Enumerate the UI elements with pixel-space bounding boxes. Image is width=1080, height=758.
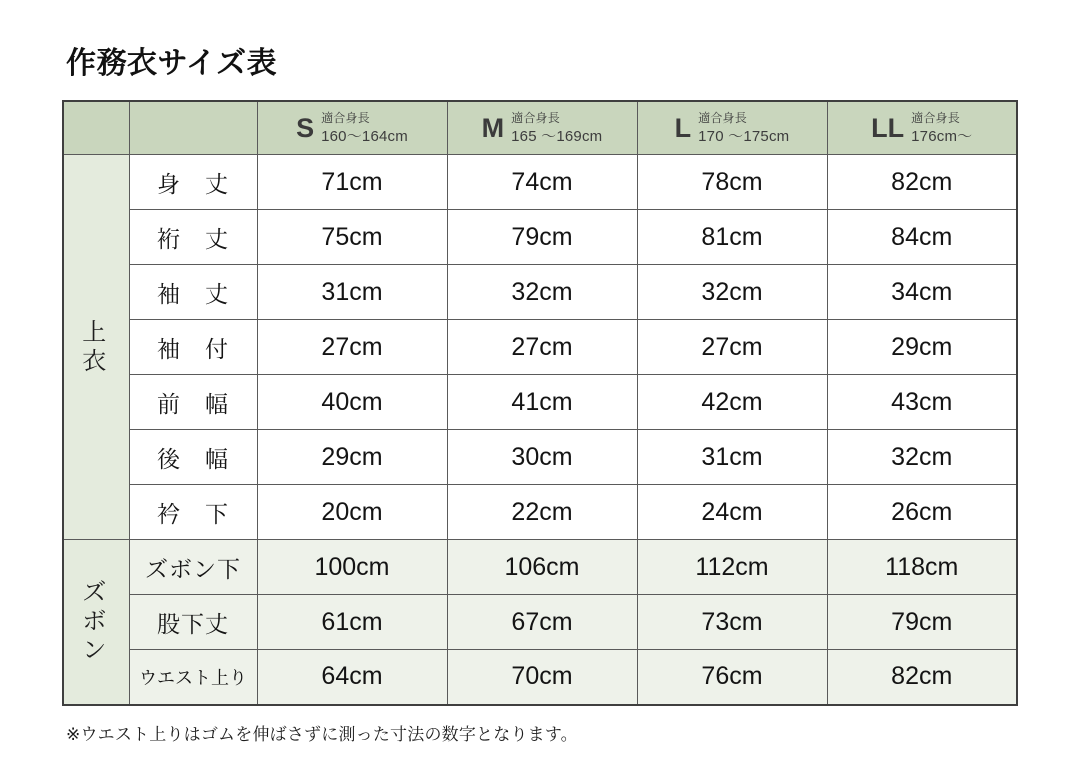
table-body: [63, 155, 1017, 705]
header-blank-item: [129, 101, 257, 155]
fit-range-s: 160〜164cm: [321, 128, 408, 145]
cell-value: 79cm: [827, 595, 1017, 650]
cell-value: 76cm: [637, 650, 827, 705]
cell-value: 82cm: [827, 155, 1017, 210]
size-label-s: S: [296, 112, 315, 143]
fit-range-l: 170 〜175cm: [698, 128, 790, 145]
fit-label-s: 適合身長: [321, 111, 370, 126]
group-label-line: ン: [82, 637, 111, 665]
fit-range-ll: 176cm〜: [911, 128, 973, 145]
cell-value: 32cm: [637, 265, 827, 320]
cell-value: 29cm: [827, 320, 1017, 375]
cell-value: 24cm: [637, 485, 827, 540]
table-row: [63, 320, 1017, 375]
group-label-jacket: [63, 155, 129, 540]
row-item-label: 袖 丈: [129, 265, 257, 320]
size-table: [62, 100, 1018, 706]
group-label-line: ズ: [82, 578, 111, 606]
row-item-label: 股下丈: [129, 595, 257, 650]
cell-value: 31cm: [637, 430, 827, 485]
fit-height-ll: [911, 109, 972, 147]
cell-value: 78cm: [637, 155, 827, 210]
cell-value: 61cm: [257, 595, 447, 650]
table-row: [63, 650, 1017, 705]
cell-value: 118cm: [827, 540, 1017, 595]
cell-value: 27cm: [637, 320, 827, 375]
fit-height-l: [698, 109, 789, 147]
size-label-ll: LL: [871, 112, 905, 143]
header-size-m: [447, 101, 637, 155]
header-size-s: [257, 101, 447, 155]
table-row: [63, 540, 1017, 595]
cell-value: 84cm: [827, 210, 1017, 265]
group-label-pants: [63, 540, 129, 705]
table-row: [63, 595, 1017, 650]
cell-value: 26cm: [827, 485, 1017, 540]
table-row: [63, 430, 1017, 485]
cell-value: 20cm: [257, 485, 447, 540]
cell-value: 40cm: [257, 375, 447, 430]
header-size-l: [637, 101, 827, 155]
group-label-line: 衣: [82, 348, 111, 375]
cell-value: 30cm: [447, 430, 637, 485]
cell-value: 43cm: [827, 375, 1017, 430]
cell-value: 27cm: [447, 320, 637, 375]
row-item-label: 袖 付: [129, 320, 257, 375]
cell-value: 27cm: [257, 320, 447, 375]
fit-range-m: 165 〜169cm: [511, 128, 603, 145]
row-item-label: 裄 丈: [129, 210, 257, 265]
fit-label-l: 適合身長: [698, 111, 747, 126]
fit-label-m: 適合身長: [511, 111, 560, 126]
header-blank-group: [63, 101, 129, 155]
table-row: [63, 375, 1017, 430]
row-item-label: 後 幅: [129, 430, 257, 485]
page-title: 作務衣サイズ表: [66, 47, 278, 80]
table-row: [63, 210, 1017, 265]
cell-value: 70cm: [447, 650, 637, 705]
group-label-line: 上: [82, 318, 111, 346]
cell-value: 74cm: [447, 155, 637, 210]
cell-value: 67cm: [447, 595, 637, 650]
table-row: [63, 155, 1017, 210]
cell-value: 64cm: [257, 650, 447, 705]
table-row: [63, 485, 1017, 540]
cell-value: 71cm: [257, 155, 447, 210]
size-label-l: L: [674, 112, 692, 143]
row-item-label: 前 幅: [129, 375, 257, 430]
size-label-m: M: [481, 112, 505, 143]
row-item-label: 身 丈: [129, 155, 257, 210]
cell-value: 106cm: [447, 540, 637, 595]
cell-value: 29cm: [257, 430, 447, 485]
fit-height-m: [511, 109, 602, 147]
row-item-label: 衿 下: [129, 485, 257, 540]
cell-value: 75cm: [257, 210, 447, 265]
cell-value: 100cm: [257, 540, 447, 595]
cell-value: 32cm: [447, 265, 637, 320]
row-item-label: ウエスト上り: [129, 650, 257, 705]
cell-value: 42cm: [637, 375, 827, 430]
cell-value: 82cm: [827, 650, 1017, 705]
header-row: [63, 101, 1017, 155]
fit-height-s: [321, 109, 408, 147]
cell-value: 32cm: [827, 430, 1017, 485]
cell-value: 73cm: [637, 595, 827, 650]
cell-value: 112cm: [637, 540, 827, 595]
footnote: ※ウエスト上りはゴムを伸ばさずに測った寸法の数字となります。: [66, 724, 578, 744]
header-size-ll: [827, 101, 1017, 155]
row-item-label: ズボン下: [129, 540, 257, 595]
table-header: [63, 101, 1017, 155]
cell-value: 41cm: [447, 375, 637, 430]
cell-value: 81cm: [637, 210, 827, 265]
cell-value: 34cm: [827, 265, 1017, 320]
cell-value: 22cm: [447, 485, 637, 540]
table-row: [63, 265, 1017, 320]
group-label-line: ボ: [82, 608, 111, 636]
cell-value: 79cm: [447, 210, 637, 265]
cell-value: 31cm: [257, 265, 447, 320]
fit-label-ll: 適合身長: [911, 111, 960, 126]
